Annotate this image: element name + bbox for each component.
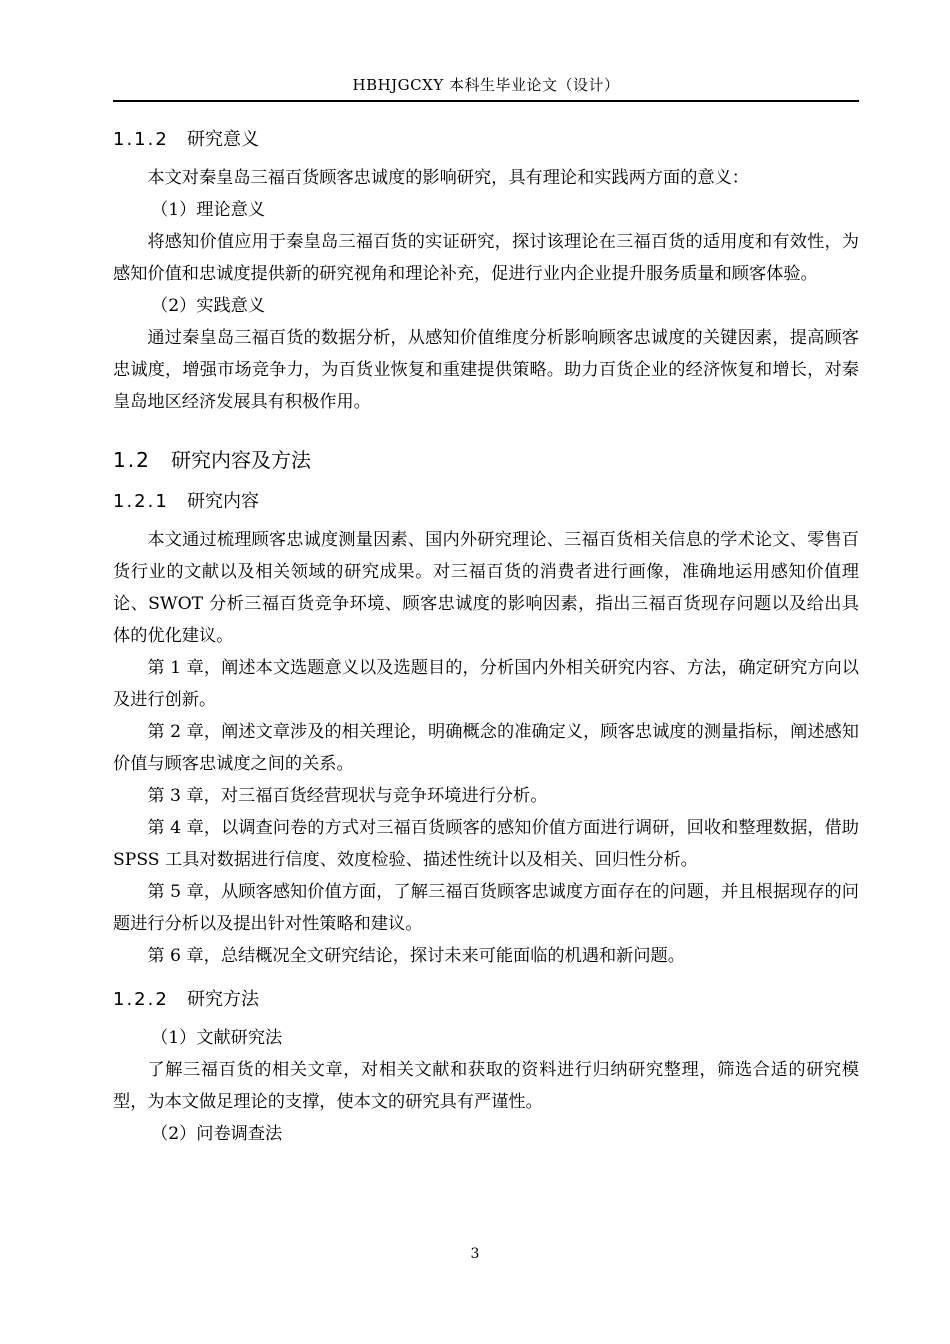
- heading-1-1-2: [113, 124, 859, 156]
- paragraph-literature-method: 了解三福百货的相关文章，对相关文献和获取的资料进行归纳研究整理，筛选合适的研究模型，为本文做足理论的支撑，使本文的研究具有严谨性。: [113, 1060, 859, 1112]
- heading-title: 研究内容: [187, 491, 259, 512]
- paragraph-chapter-5: 第 5 章，从顾客感知价值方面，了解三福百货顾客忠诚度方面存在的问题，并且根据现存的问题进行分析以及提出针对性策略和建议。: [113, 882, 859, 934]
- heading-1-2-2: [113, 984, 859, 1016]
- paragraph-significance-intro: 本文对秦皇岛三福百货顾客忠诚度的影响研究，具有理论和实践两方面的意义：: [147, 168, 749, 188]
- paragraph-theory: 将感知价值应用于秦皇岛三福百货的实证研究，探讨该理论在三福百货的适用度和有效性，为感知价值和忠诚度提供新的研究视角和理论补充，促进行业内企业提升服务质量和顾客体验。: [113, 232, 859, 284]
- sub-label-literature-method: （1）文献研究法: [151, 1028, 283, 1048]
- paragraph-content-overview: 本文通过梳理顾客忠诚度测量因素、国内外研究理论、三福百货相关信息的学术论文、零售百货行业的文献以及相关领域的研究成果。对三福百货的消费者进行画像，准确地运用感知价值理论、SWOT 分析三福百货竞争环境、顾客忠诚度的影响因素，指出三福百货现存问题以及给出具体的优化建议。: [113, 530, 859, 646]
- heading-number: 1.2.2: [113, 989, 169, 1010]
- sub-label-questionnaire-method: （2）问卷调查法: [151, 1124, 283, 1144]
- header-rule: [113, 100, 859, 102]
- sub-label-practice: （2）实践意义: [151, 296, 266, 316]
- running-header: HBHJGCXY 本科生毕业论文（设计）: [352, 76, 620, 94]
- heading-number: 1.2.1: [113, 491, 169, 512]
- heading-title: 研究意义: [187, 129, 259, 150]
- page-body: [113, 124, 859, 1150]
- heading-1-2-1: [113, 486, 859, 518]
- paragraph-chapter-4: 第 4 章，以调查问卷的方式对三福百货顾客的感知价值方面进行调研，回收和整理数据，借助 SPSS 工具对数据进行信度、效度检验、描述性统计以及相关、回归性分析。: [113, 818, 859, 870]
- page-number: 3: [470, 1246, 480, 1262]
- heading-1-2: [113, 442, 859, 478]
- heading-title: 研究方法: [187, 989, 259, 1010]
- paragraph-chapter-3: 第 3 章，对三福百货经营现状与竞争环境进行分析。: [147, 786, 548, 806]
- sub-label-theory: （1）理论意义: [151, 200, 266, 220]
- heading-number: 1.1.2: [113, 129, 169, 150]
- heading-number: 1.2: [113, 448, 151, 472]
- heading-title: 研究内容及方法: [171, 448, 311, 472]
- paragraph-practice: 通过秦皇岛三福百货的数据分析，从感知价值维度分析影响顾客忠诚度的关键因素，提高顾客忠诚度，增强市场竞争力，为百货业恢复和重建提供策略。助力百货企业的经济恢复和增长，对秦皇岛地区经济发展具有积极作用。: [113, 328, 859, 412]
- paragraph-chapter-1: 第 1 章，阐述本文选题意义以及选题目的，分析国内外相关研究内容、方法，确定研究方向以及进行创新。: [113, 658, 859, 710]
- paragraph-chapter-2: 第 2 章，阐述文章涉及的相关理论，明确概念的准确定义，顾客忠诚度的测量指标，阐述感知价值与顾客忠诚度之间的关系。: [113, 722, 859, 774]
- paragraph-chapter-6: 第 6 章，总结概况全文研究结论，探讨未来可能面临的机遇和新问题。: [147, 946, 685, 966]
